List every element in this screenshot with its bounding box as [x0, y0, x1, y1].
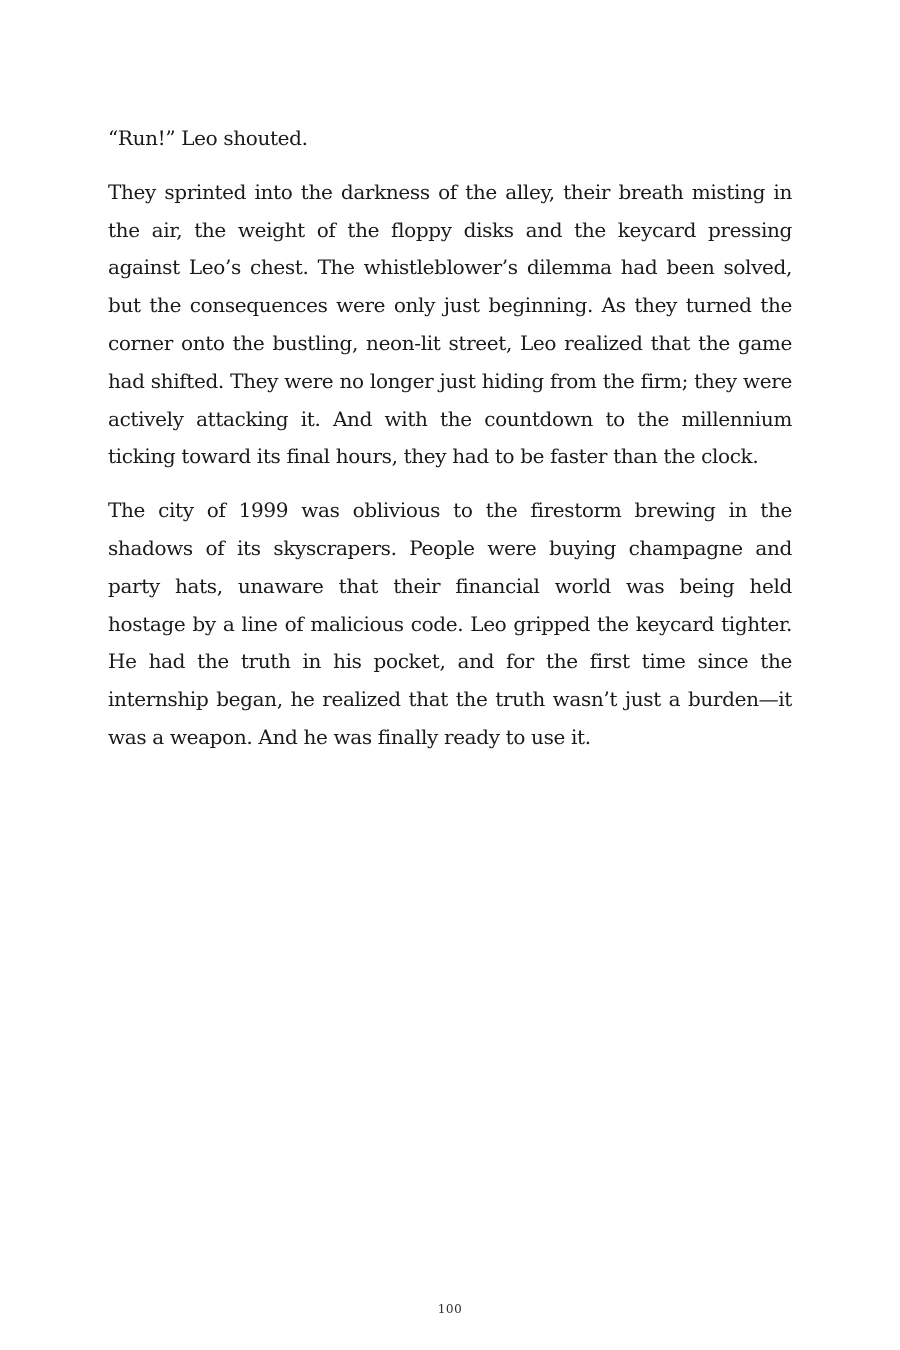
body-text: [108, 120, 792, 773]
page-number: 100: [437, 1302, 463, 1316]
paragraph-dialogue: “Run!” Leo shouted.: [108, 126, 308, 150]
paragraph-city-1999: The city of 1999 was oblivious to the firestorm brewing in the shadows of its skyscrapers. People were buying champagne and party hats, unaware that their financial world was being held hostage by a line of malicious code. Leo gripped the keycard tighter. He had the truth in his pocket, and for the first time since the internship began, he realized that the truth wasn’t just a burden—it was a weapon. And he was finally ready to use it.: [108, 498, 792, 749]
paragraph-alley-escape: They sprinted into the darkness of the alley, their breath misting in the air, the weight of the floppy disks and the keycard pressing against Leo’s chest. The whistleblower’s dilemma had been solved, but the consequences were only just beginning. As they turned the corner onto the bustling, neon-lit street, Leo realized that the game had shifted. They were no longer just hiding from the firm; they were actively attacking it. And with the countdown to the millennium ticking toward its final hours, they had to be faster than the clock.: [108, 179, 792, 469]
